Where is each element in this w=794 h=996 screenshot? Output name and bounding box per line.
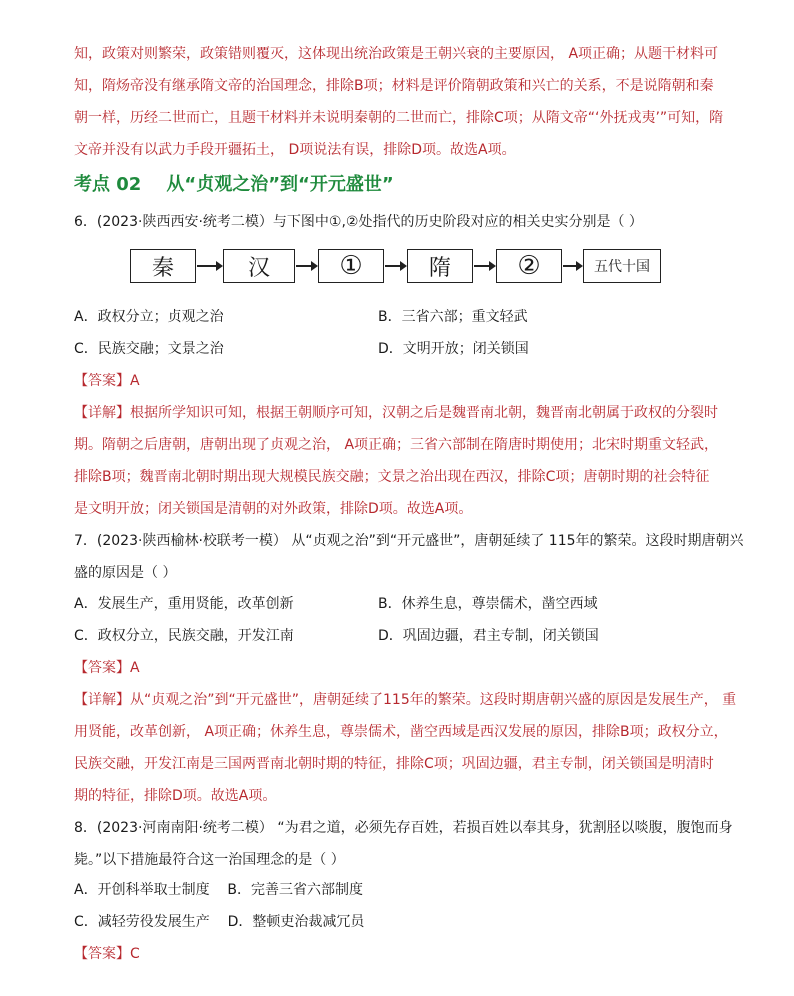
prev-explanation-line-4: 文帝并没有以武力手段开疆拓土， D项说法有误，排除D项。故选A项。: [74, 142, 516, 158]
q6-detail-line-2: 期。隋朝之后唐朝，唐朝出现了贞观之治， A项正确；三省六部制在隋唐时期使用；北宋时期重文轻武，: [74, 437, 719, 453]
q6-detail-line-3: 排除B项；魏晋南北朝时期出现大规模民族交融；文景之治出现在西汉，排除C项；唐朝时期的社会特征: [74, 469, 710, 485]
q7-detail-line-1: [74, 690, 737, 710]
q6-detail-line-1: [74, 403, 734, 423]
prev-explanation-line-1: 知，政策对则繁荣，政策错则覆灭，这体现出统治政策是王朝兴衰的主要原因， A项正确；从题干材料可: [74, 46, 719, 62]
q7-answer-value: A: [130, 660, 140, 676]
flow-box-qin: 秦: [130, 249, 196, 283]
q7-stem-line-1: 7．(2023·陕西榆林·校联考一模） 从“贞观之治”到“开元盛世”，唐朝延续了 115年的繁荣。这段时期唐朝兴: [74, 533, 744, 549]
flow-box-blank-2: ②: [496, 249, 562, 283]
q7-detail-line-4: 期的特征，排除D项。故选A项。: [74, 788, 277, 804]
q7-detail-line-2: 用贤能，改革创新， A项正确；休养生息，尊崇儒术，凿空西域是西汉发展的原因，排除B项；政权分立，: [74, 724, 728, 740]
flow-arrow-5: [563, 265, 581, 267]
q6-option-d: D．文明开放；闭关锁国: [378, 341, 529, 357]
q7-detail-tag: 【详解】: [74, 692, 130, 708]
flow-box-five-dynasties: 五代十国: [583, 249, 661, 283]
flow-box-han: 汉: [223, 249, 295, 283]
flow-box-blank-1: ①: [318, 249, 384, 283]
q6-detail-tag: 【详解】: [74, 405, 130, 421]
q8-options-line-1: A．开创科举取士制度 B．完善三省六部制度: [74, 882, 363, 898]
q6-answer-value: A: [130, 373, 140, 389]
q7-option-a: A．发展生产，重用贤能，改革创新: [74, 596, 294, 612]
q8-answer: [74, 944, 734, 964]
q7-option-d: D．巩固边疆，君主专制，闭关锁国: [378, 628, 599, 644]
q6-option-b: B．三省六部；重文轻武: [378, 309, 528, 325]
q7-detail-line-3: 民族交融，开发江南是三国两晋南北朝时期的特征，排除C项；巩固边疆，君主专制，闭关锁国是明清时: [74, 756, 714, 772]
q6-option-c: C．民族交融；文景之治: [74, 341, 224, 357]
q7-stem-line-2: 盛的原因是（ ）: [74, 565, 177, 581]
flow-arrow-4: [474, 265, 494, 267]
q8-answer-tag: 【答案】: [74, 946, 130, 962]
flow-box-sui: 隋: [407, 249, 473, 283]
flow-arrow-1: [197, 265, 221, 267]
q6-detail-text-1: 根据所学知识可知，根据王朝顺序可知，汉朝之后是魏晋南北朝，魏晋南北朝属于政权的分裂时: [130, 405, 718, 421]
q8-answer-value: C: [130, 946, 140, 962]
q6-answer: [74, 371, 734, 391]
flow-arrow-3: [385, 265, 405, 267]
q6-detail-line-4: 是文明开放；闭关锁国是清朝的对外政策，排除D项。故选A项。: [74, 501, 473, 517]
q6-option-a: A．政权分立；贞观之治: [74, 309, 224, 325]
q8-options-line-2: C．减轻劳役发展生产 D．整顿吏治裁减冗员: [74, 914, 365, 930]
prev-explanation-line-2: 知，隋炀帝没有继承隋文帝的治国理念，排除B项；材料是评价隋朝政策和兴亡的关系，不是说隋朝和秦: [74, 78, 714, 94]
q6-stem: 6．(2023·陕西西安·统考二模）与下图中①,②处指代的历史阶段对应的相关史实分别是（ ）: [74, 214, 643, 230]
q7-option-b: B．休养生息，尊崇儒术，凿空西域: [378, 596, 598, 612]
q7-option-c: C．政权分立，民族交融，开发江南: [74, 628, 294, 644]
q7-answer: [74, 658, 734, 678]
section-heading: 考点 02 从“贞观之治”到“开元盛世”: [74, 174, 394, 195]
q6-answer-tag: 【答案】: [74, 373, 130, 389]
q7-detail-text-1: 从“贞观之治”到“开元盛世”，唐朝延续了115年的繁荣。这段时期唐朝兴盛的原因是发展生产， 重: [130, 692, 737, 708]
prev-explanation-line-3: 朝一样，历经二世而亡，且题干材料并未说明秦朝的二世而亡，排除C项；从隋文帝“‘外抚戎夷’”可知，隋: [74, 110, 724, 126]
q8-stem-line-2: 毙。”以下措施最符合这一治国理念的是（ ）: [74, 852, 345, 868]
q8-stem-line-1: 8．(2023·河南南阳·统考二模） “为君之道，必须先存百姓，若损百姓以奉其身，犹割胫以啖腹，腹饱而身: [74, 820, 733, 836]
flow-arrow-2: [296, 265, 316, 267]
q7-answer-tag: 【答案】: [74, 660, 130, 676]
